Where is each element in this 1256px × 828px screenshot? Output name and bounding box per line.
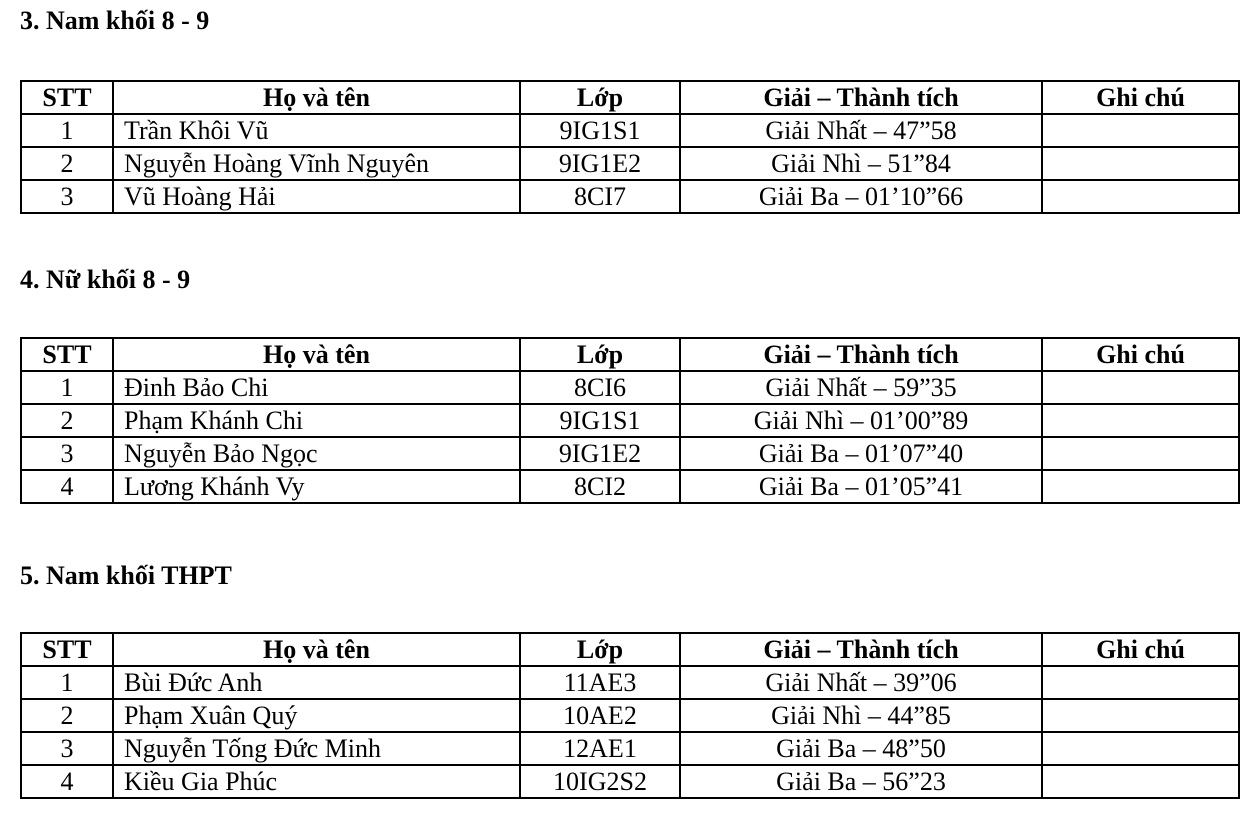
cell-stt: 3 [21,437,113,470]
table-header-row [21,81,1239,114]
table-row [21,437,1239,470]
cell-name: Nguyễn Hoàng Vĩnh Nguyên [113,147,520,180]
table-row [21,470,1239,503]
cell-name: Bùi Đức Anh [113,666,520,699]
cell-award: Giải Ba – 56”23 [680,765,1042,798]
cell-award: Giải Ba – 01’07”40 [680,437,1042,470]
column-header-name: Họ và tên [113,81,520,114]
cell-stt: 1 [21,666,113,699]
cell-stt: 3 [21,732,113,765]
cell-name: Nguyễn Tống Đức Minh [113,732,520,765]
table-row [21,732,1239,765]
cell-class: 9IG1S1 [520,114,680,147]
column-header-note: Ghi chú [1042,338,1239,371]
table-row [21,765,1239,798]
cell-stt: 1 [21,371,113,404]
cell-class: 8CI2 [520,470,680,503]
cell-award: Giải Ba – 48”50 [680,732,1042,765]
cell-class: 8CI6 [520,371,680,404]
column-header-stt: STT [21,81,113,114]
cell-stt: 3 [21,180,113,213]
column-header-award: Giải – Thành tích [680,338,1042,371]
results-table-nu-khoi-8-9 [20,337,1240,504]
table-row [21,371,1239,404]
cell-name: Lương Khánh Vy [113,470,520,503]
cell-award: Giải Nhất – 39”06 [680,666,1042,699]
table-row [21,404,1239,437]
column-header-class: Lớp [520,81,680,114]
cell-award: Giải Nhì – 44”85 [680,699,1042,732]
cell-note [1042,404,1239,437]
cell-class: 10AE2 [520,699,680,732]
cell-note [1042,114,1239,147]
column-header-award: Giải – Thành tích [680,633,1042,666]
cell-stt: 2 [21,147,113,180]
cell-class: 10IG2S2 [520,765,680,798]
cell-stt: 2 [21,699,113,732]
section-title-nam-khoi-thpt: 5. Nam khối THPT [20,561,232,590]
column-header-stt: STT [21,633,113,666]
column-header-note: Ghi chú [1042,81,1239,114]
section-title-nam-khoi-8-9: 3. Nam khối 8 - 9 [20,6,210,35]
cell-class: 12AE1 [520,732,680,765]
results-table-nam-khoi-8-9 [20,80,1240,214]
cell-class: 8CI7 [520,180,680,213]
cell-note [1042,470,1239,503]
table-row [21,699,1239,732]
cell-name: Kiều Gia Phúc [113,765,520,798]
cell-award: Giải Nhất – 47”58 [680,114,1042,147]
cell-award: Giải Nhất – 59”35 [680,371,1042,404]
table-row [21,666,1239,699]
cell-stt: 1 [21,114,113,147]
cell-note [1042,699,1239,732]
cell-name: Phạm Khánh Chi [113,404,520,437]
cell-class: 9IG1E2 [520,437,680,470]
cell-note [1042,371,1239,404]
column-header-class: Lớp [520,633,680,666]
table-row [21,180,1239,213]
cell-note [1042,666,1239,699]
cell-name: Trần Khôi Vũ [113,114,520,147]
cell-award: Giải Nhì – 51”84 [680,147,1042,180]
table-row [21,147,1239,180]
cell-stt: 2 [21,404,113,437]
cell-award: Giải Ba – 01’10”66 [680,180,1042,213]
cell-award: Giải Ba – 01’05”41 [680,470,1042,503]
cell-stt: 4 [21,470,113,503]
column-header-note: Ghi chú [1042,633,1239,666]
column-header-class: Lớp [520,338,680,371]
cell-note [1042,437,1239,470]
cell-name: Phạm Xuân Quý [113,699,520,732]
table-header-row [21,633,1239,666]
column-header-stt: STT [21,338,113,371]
cell-note [1042,732,1239,765]
cell-class: 9IG1E2 [520,147,680,180]
column-header-award: Giải – Thành tích [680,81,1042,114]
table-header-row [21,338,1239,371]
cell-note [1042,765,1239,798]
cell-award: Giải Nhì – 01’00”89 [680,404,1042,437]
cell-class: 9IG1S1 [520,404,680,437]
table-row [21,114,1239,147]
cell-note [1042,147,1239,180]
column-header-name: Họ và tên [113,633,520,666]
column-header-name: Họ và tên [113,338,520,371]
cell-name: Đinh Bảo Chi [113,371,520,404]
cell-name: Vũ Hoàng Hải [113,180,520,213]
cell-name: Nguyễn Bảo Ngọc [113,437,520,470]
results-table-nam-khoi-thpt [20,632,1240,799]
section-title-nu-khoi-8-9: 4. Nữ khối 8 - 9 [20,265,191,294]
cell-stt: 4 [21,765,113,798]
cell-class: 11AE3 [520,666,680,699]
cell-note [1042,180,1239,213]
